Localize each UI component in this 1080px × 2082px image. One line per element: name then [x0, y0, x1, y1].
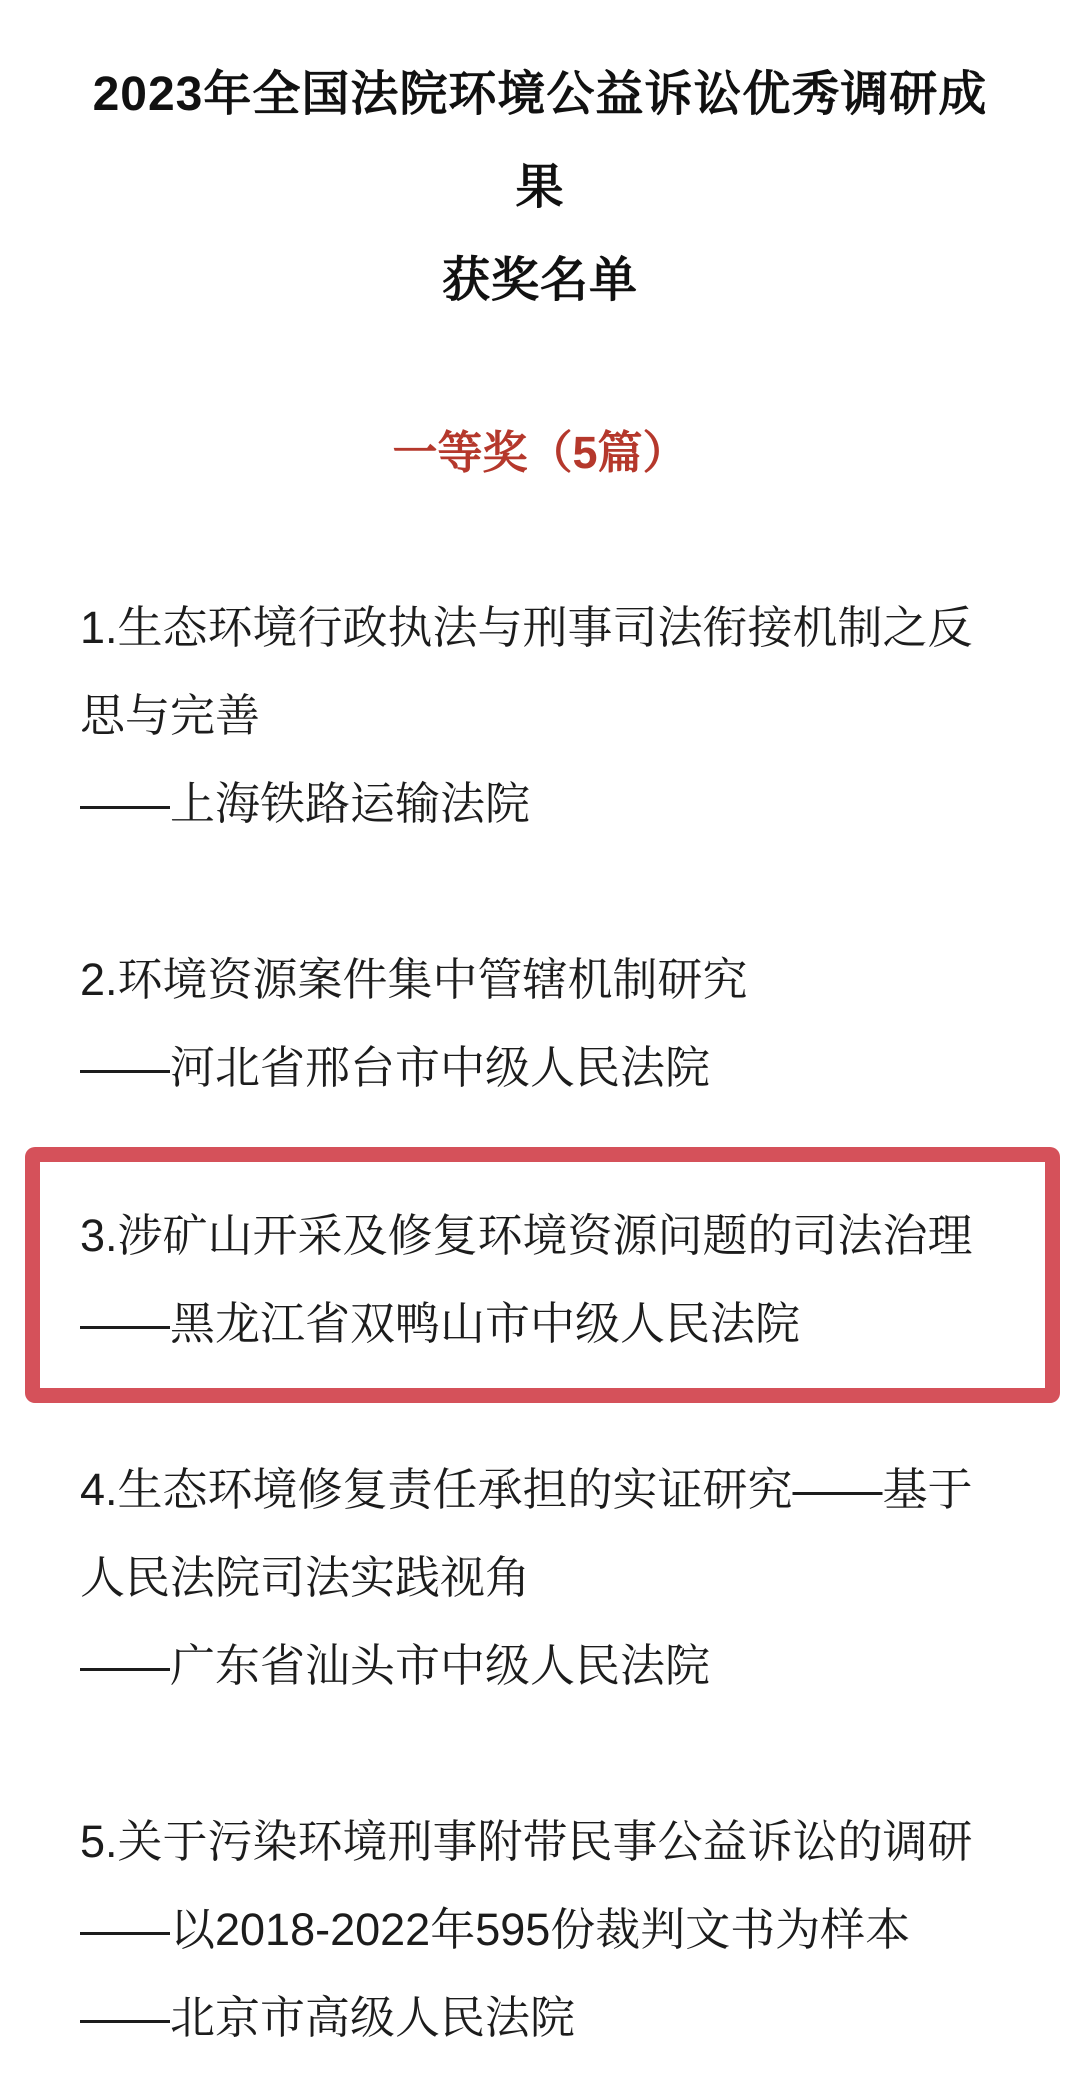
award-list — [80, 584, 1000, 2062]
award-item-5 — [80, 1798, 1000, 2062]
item-court: ——北京市高级人民法院 — [80, 1992, 576, 2043]
award-item-4 — [80, 1446, 1000, 1710]
item-court: ——黑龙江省双鸭山市中级人民法院 — [80, 1298, 801, 1349]
item-title: 5.关于污染环境刑事附带民事公益诉讼的调研 — [80, 1816, 973, 1867]
document-title — [80, 48, 1000, 327]
item-court: ——上海铁路运输法院 — [80, 778, 531, 829]
award-item-3-highlight-box — [25, 1147, 1060, 1403]
award-item-1 — [80, 584, 1000, 848]
first-prize-heading: 一等奖（5篇） — [392, 427, 688, 478]
award-item-2 — [80, 936, 1000, 1112]
document-title-line1: 2023年全国法院环境公益诉讼优秀调研成果 — [92, 68, 988, 214]
item-sample-note: ——以2018-2022年595份裁判文书为样本 — [80, 1904, 911, 1955]
item-title: 3.涉矿山开采及修复环境资源问题的司法治理 — [80, 1210, 973, 1261]
item-title: 1.生态环境行政执法与刑事司法衔接机制之反思与完善 — [80, 602, 973, 741]
item-title: 2.环境资源案件集中管辖机制研究 — [80, 954, 748, 1005]
document-title-line2: 获奖名单 — [441, 254, 638, 307]
item-court: ——广东省汕头市中级人民法院 — [80, 1640, 711, 1691]
item-court: ——河北省邢台市中级人民法院 — [80, 1042, 711, 1093]
item-title: 4.生态环境修复责任承担的实证研究——基于人民法院司法实践视角 — [80, 1464, 973, 1603]
